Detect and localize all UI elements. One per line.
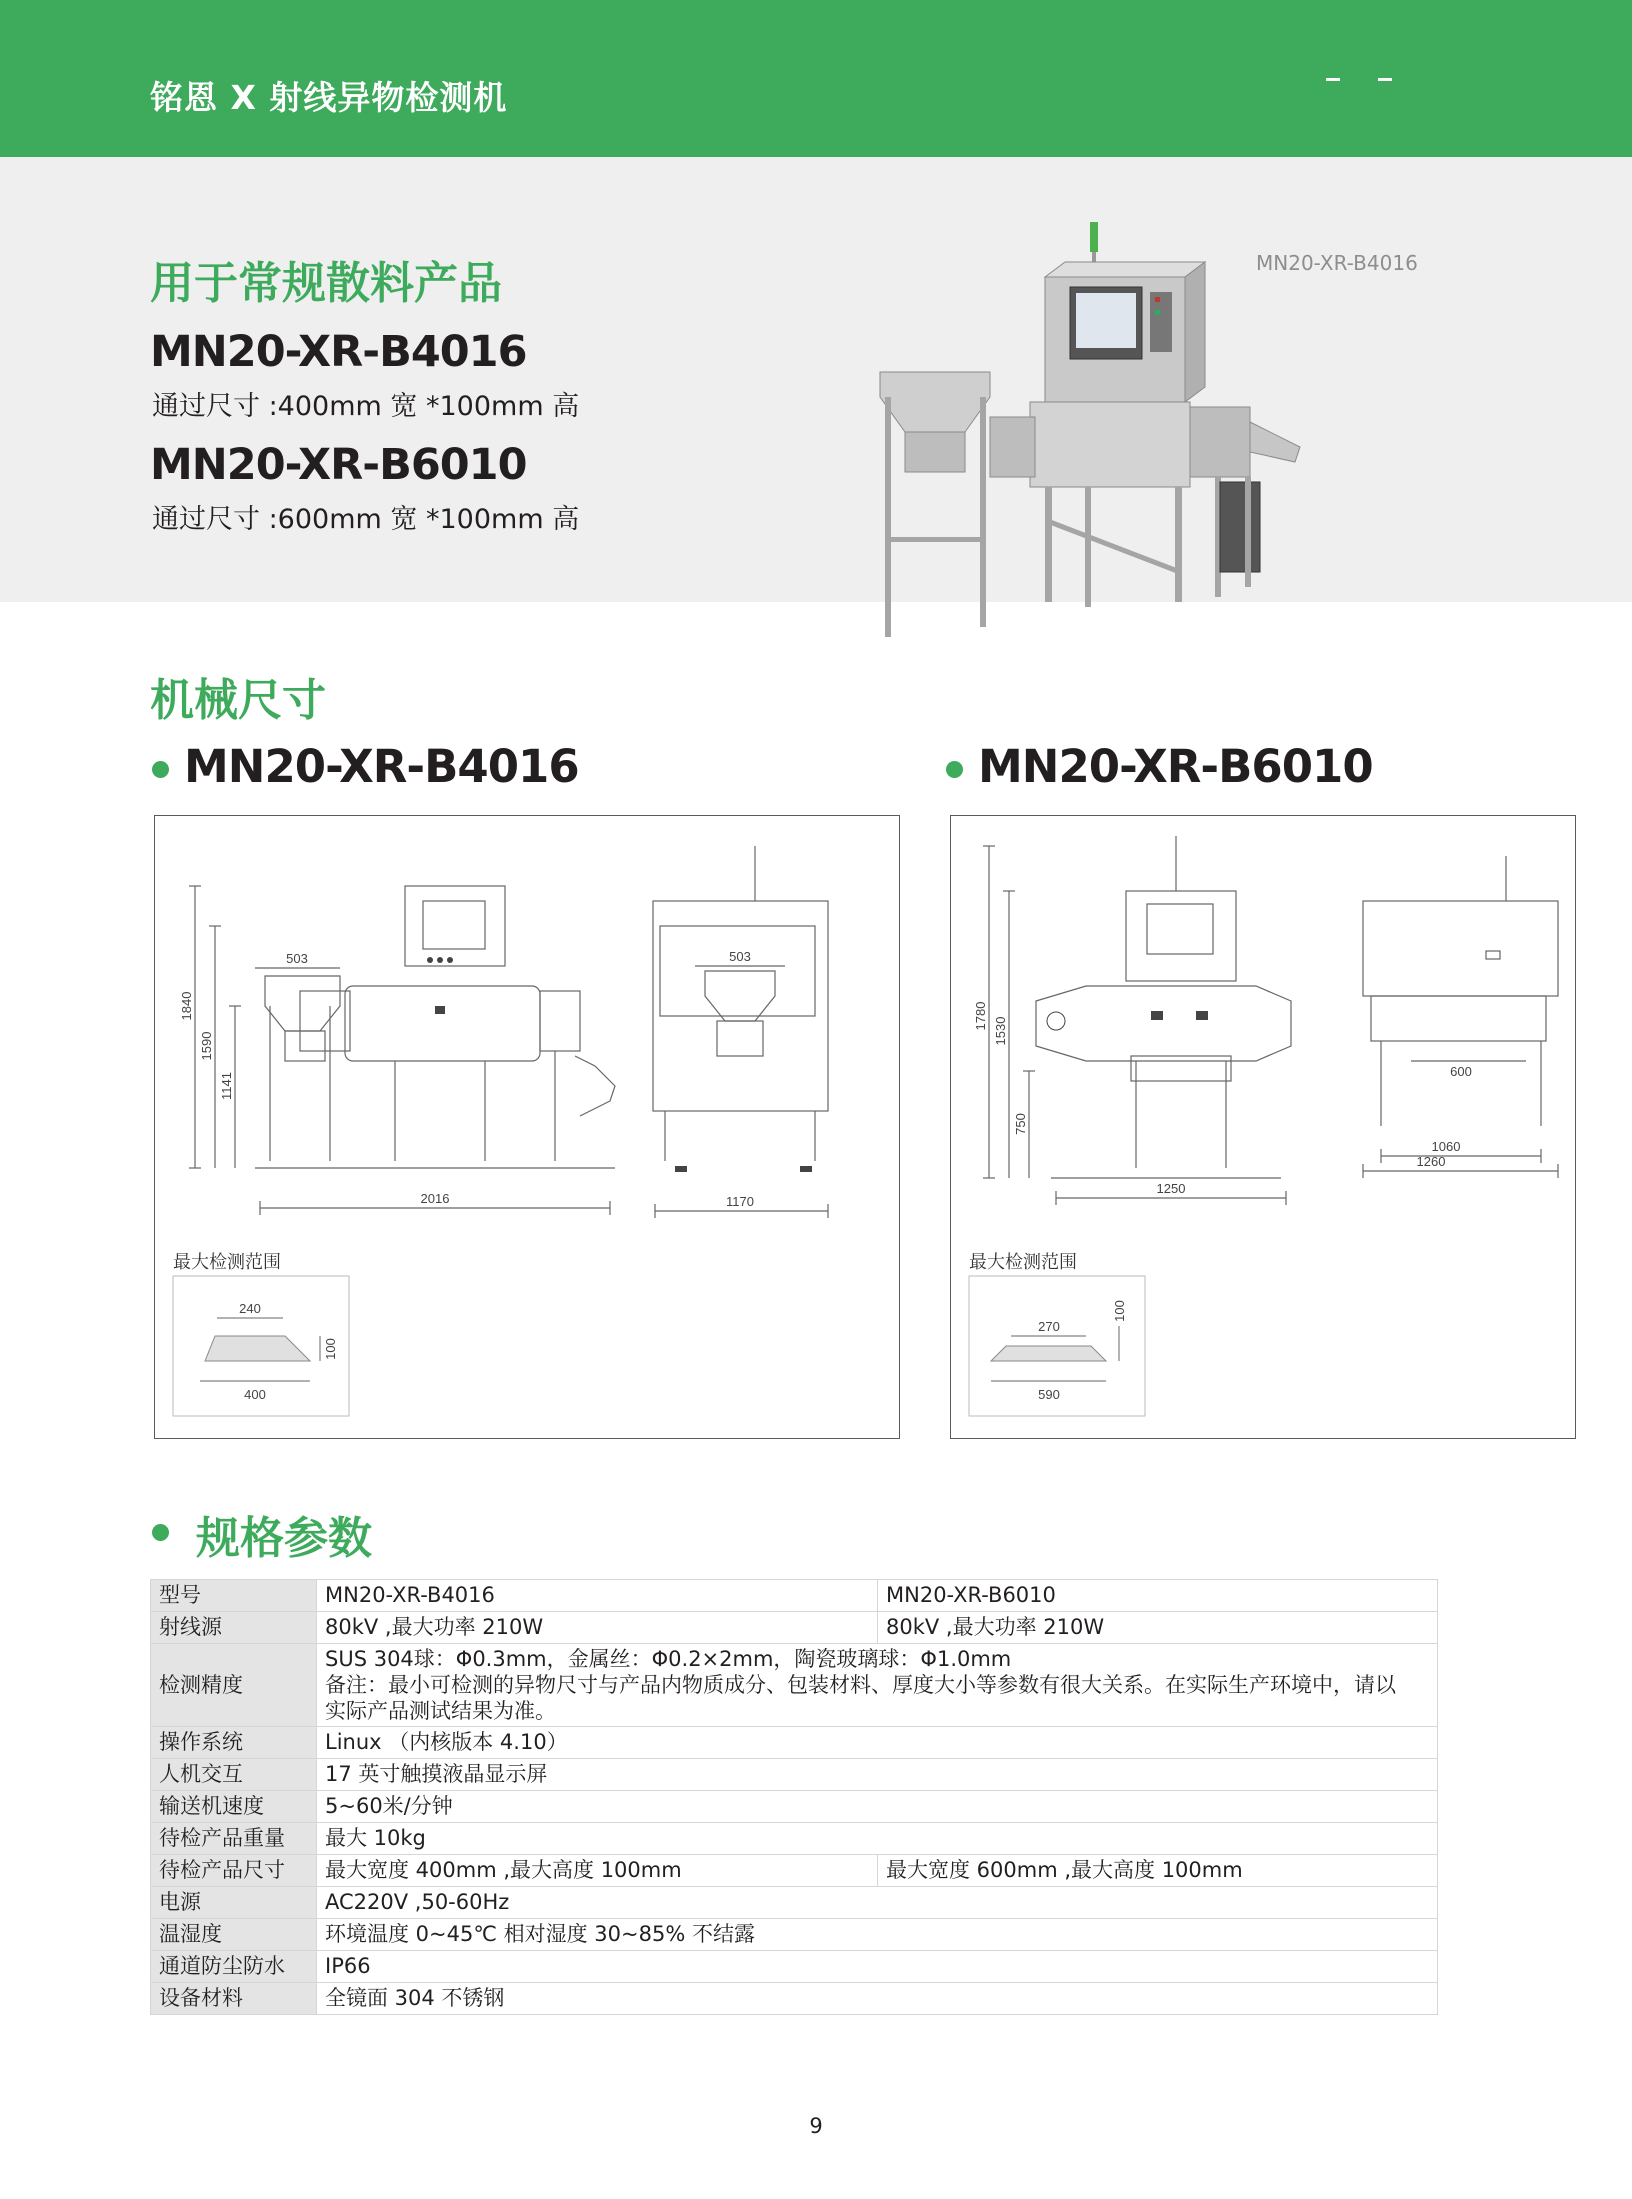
hero-size-2: 通过尺寸 :600mm 宽 *100mm 高 xyxy=(152,504,580,535)
label-2016: 2016 xyxy=(420,1191,450,1206)
table-row xyxy=(151,1759,1438,1791)
spec-table xyxy=(150,1579,1438,2015)
spec-value-multiline xyxy=(317,1644,1438,1727)
range-label-right: 最大检测范围 xyxy=(969,1252,1077,1273)
hero-size-1: 通过尺寸 :400mm 宽 *100mm 高 xyxy=(152,391,580,422)
spec-key: 待检产品重量 xyxy=(151,1823,317,1855)
label-1170: 1170 xyxy=(726,1194,754,1209)
spec-value: 最大宽度 400mm ,最大高度 100mm xyxy=(317,1855,878,1887)
spec-value: 最大 10kg xyxy=(317,1823,1438,1855)
bullet-right xyxy=(946,761,963,778)
specs-title: 规格参数 xyxy=(196,1513,372,1564)
label-1840: 1840 xyxy=(179,991,194,1021)
dim-drawing-left xyxy=(154,815,900,1439)
label-1141: 1141 xyxy=(219,1072,234,1100)
label-1260: 1260 xyxy=(1416,1154,1446,1169)
range-bottom-590: 590 xyxy=(1038,1387,1060,1402)
page-header xyxy=(0,0,1632,157)
spec-value: IP66 xyxy=(317,1951,1438,1983)
spec-key: 型号 xyxy=(151,1580,317,1612)
dimensions-title: 机械尺寸 xyxy=(150,675,326,726)
hero-model-2: MN20-XR-B6010 xyxy=(150,440,527,490)
dim-drawing-right xyxy=(950,815,1576,1439)
dim-left-model: MN20-XR-B4016 xyxy=(184,740,579,793)
table-row xyxy=(151,1791,1438,1823)
table-row xyxy=(151,1951,1438,1983)
spec-value: Linux （内核版本 4.10） xyxy=(317,1727,1438,1759)
table-row xyxy=(151,1983,1438,2015)
table-row xyxy=(151,1855,1438,1887)
page-number: 9 xyxy=(809,2114,823,2138)
dim-right-model: MN20-XR-B6010 xyxy=(978,740,1373,793)
precision-line-1: SUS 304球：Φ0.3mm，金属丝：Φ0.2×2mm，陶瓷玻璃球：Φ1.0mm xyxy=(325,1647,1012,1671)
label-503: 503 xyxy=(286,951,308,966)
spec-key: 输送机速度 xyxy=(151,1791,317,1823)
range-top-240: 240 xyxy=(239,1301,261,1316)
spec-value: 5~60米/分钟 xyxy=(317,1791,1438,1823)
spec-value: MN20-XR-B4016 xyxy=(317,1580,878,1612)
precision-line-2: 备注：最小可检测的异物尺寸与产品内物质成分、包装材料、厚度大小等参数有很大关系。在实际生产环境中，请以 xyxy=(325,1673,1396,1697)
table-row xyxy=(151,1612,1438,1644)
spec-value: 17 英寸触摸液晶显示屏 xyxy=(317,1759,1438,1791)
bullet-left xyxy=(152,761,169,778)
table-row xyxy=(151,1580,1438,1612)
spec-key: 电源 xyxy=(151,1887,317,1919)
label-1780: 1780 xyxy=(973,1001,988,1031)
range-top-270: 270 xyxy=(1038,1319,1060,1334)
table-row xyxy=(151,1887,1438,1919)
spec-value: 80kV ,最大功率 210W xyxy=(878,1612,1438,1644)
label-1060: 1060 xyxy=(1431,1139,1461,1154)
machine-image-caption: MN20-XR-B4016 xyxy=(1256,251,1418,275)
label-750: 750 xyxy=(1013,1113,1028,1135)
precision-line-3: 实际产品测试结果为准。 xyxy=(325,1699,556,1723)
spec-value: 环境温度 0~45℃ 相对湿度 30~85% 不结露 xyxy=(317,1919,1438,1951)
table-row xyxy=(151,1727,1438,1759)
table-row xyxy=(151,1919,1438,1951)
spec-key: 检测精度 xyxy=(151,1644,317,1727)
spec-value: 最大宽度 600mm ,最大高度 100mm xyxy=(878,1855,1438,1887)
brand-title: 铭恩 X 射线异物检测机 xyxy=(150,78,508,117)
spec-key: 射线源 xyxy=(151,1612,317,1644)
spec-key: 操作系统 xyxy=(151,1727,317,1759)
range-label-left: 最大检测范围 xyxy=(173,1252,281,1273)
spec-key: 通道防尘防水 xyxy=(151,1951,317,1983)
table-row xyxy=(151,1644,1438,1727)
spec-key: 待检产品尺寸 xyxy=(151,1855,317,1887)
hero-model-1: MN20-XR-B4016 xyxy=(150,327,527,377)
label-600: 600 xyxy=(1450,1064,1472,1079)
table-row xyxy=(151,1823,1438,1855)
range-height-100: 100 xyxy=(323,1338,338,1360)
label-1590: 1590 xyxy=(199,1031,214,1061)
product-category: 用于常规散料产品 xyxy=(150,258,502,309)
header-dash-2 xyxy=(1378,78,1392,81)
spec-value: 80kV ,最大功率 210W xyxy=(317,1612,878,1644)
range-bottom-400: 400 xyxy=(244,1387,266,1402)
bullet-specs xyxy=(152,1524,169,1541)
spec-value: AC220V ,50-60Hz xyxy=(317,1887,1438,1919)
spec-key: 设备材料 xyxy=(151,1983,317,2015)
hero-section xyxy=(0,157,1632,602)
label-side-503: 503 xyxy=(729,949,751,964)
spec-value: MN20-XR-B6010 xyxy=(878,1580,1438,1612)
label-1530: 1530 xyxy=(993,1016,1008,1046)
label-1250: 1250 xyxy=(1156,1181,1186,1196)
spec-key: 人机交互 xyxy=(151,1759,317,1791)
spec-value: 全镜面 304 不锈钢 xyxy=(317,1983,1438,2015)
spec-key: 温湿度 xyxy=(151,1919,317,1951)
header-dash-1 xyxy=(1326,78,1340,81)
machine-photo xyxy=(870,222,1330,652)
range-height-100-b: 100 xyxy=(1112,1300,1127,1322)
